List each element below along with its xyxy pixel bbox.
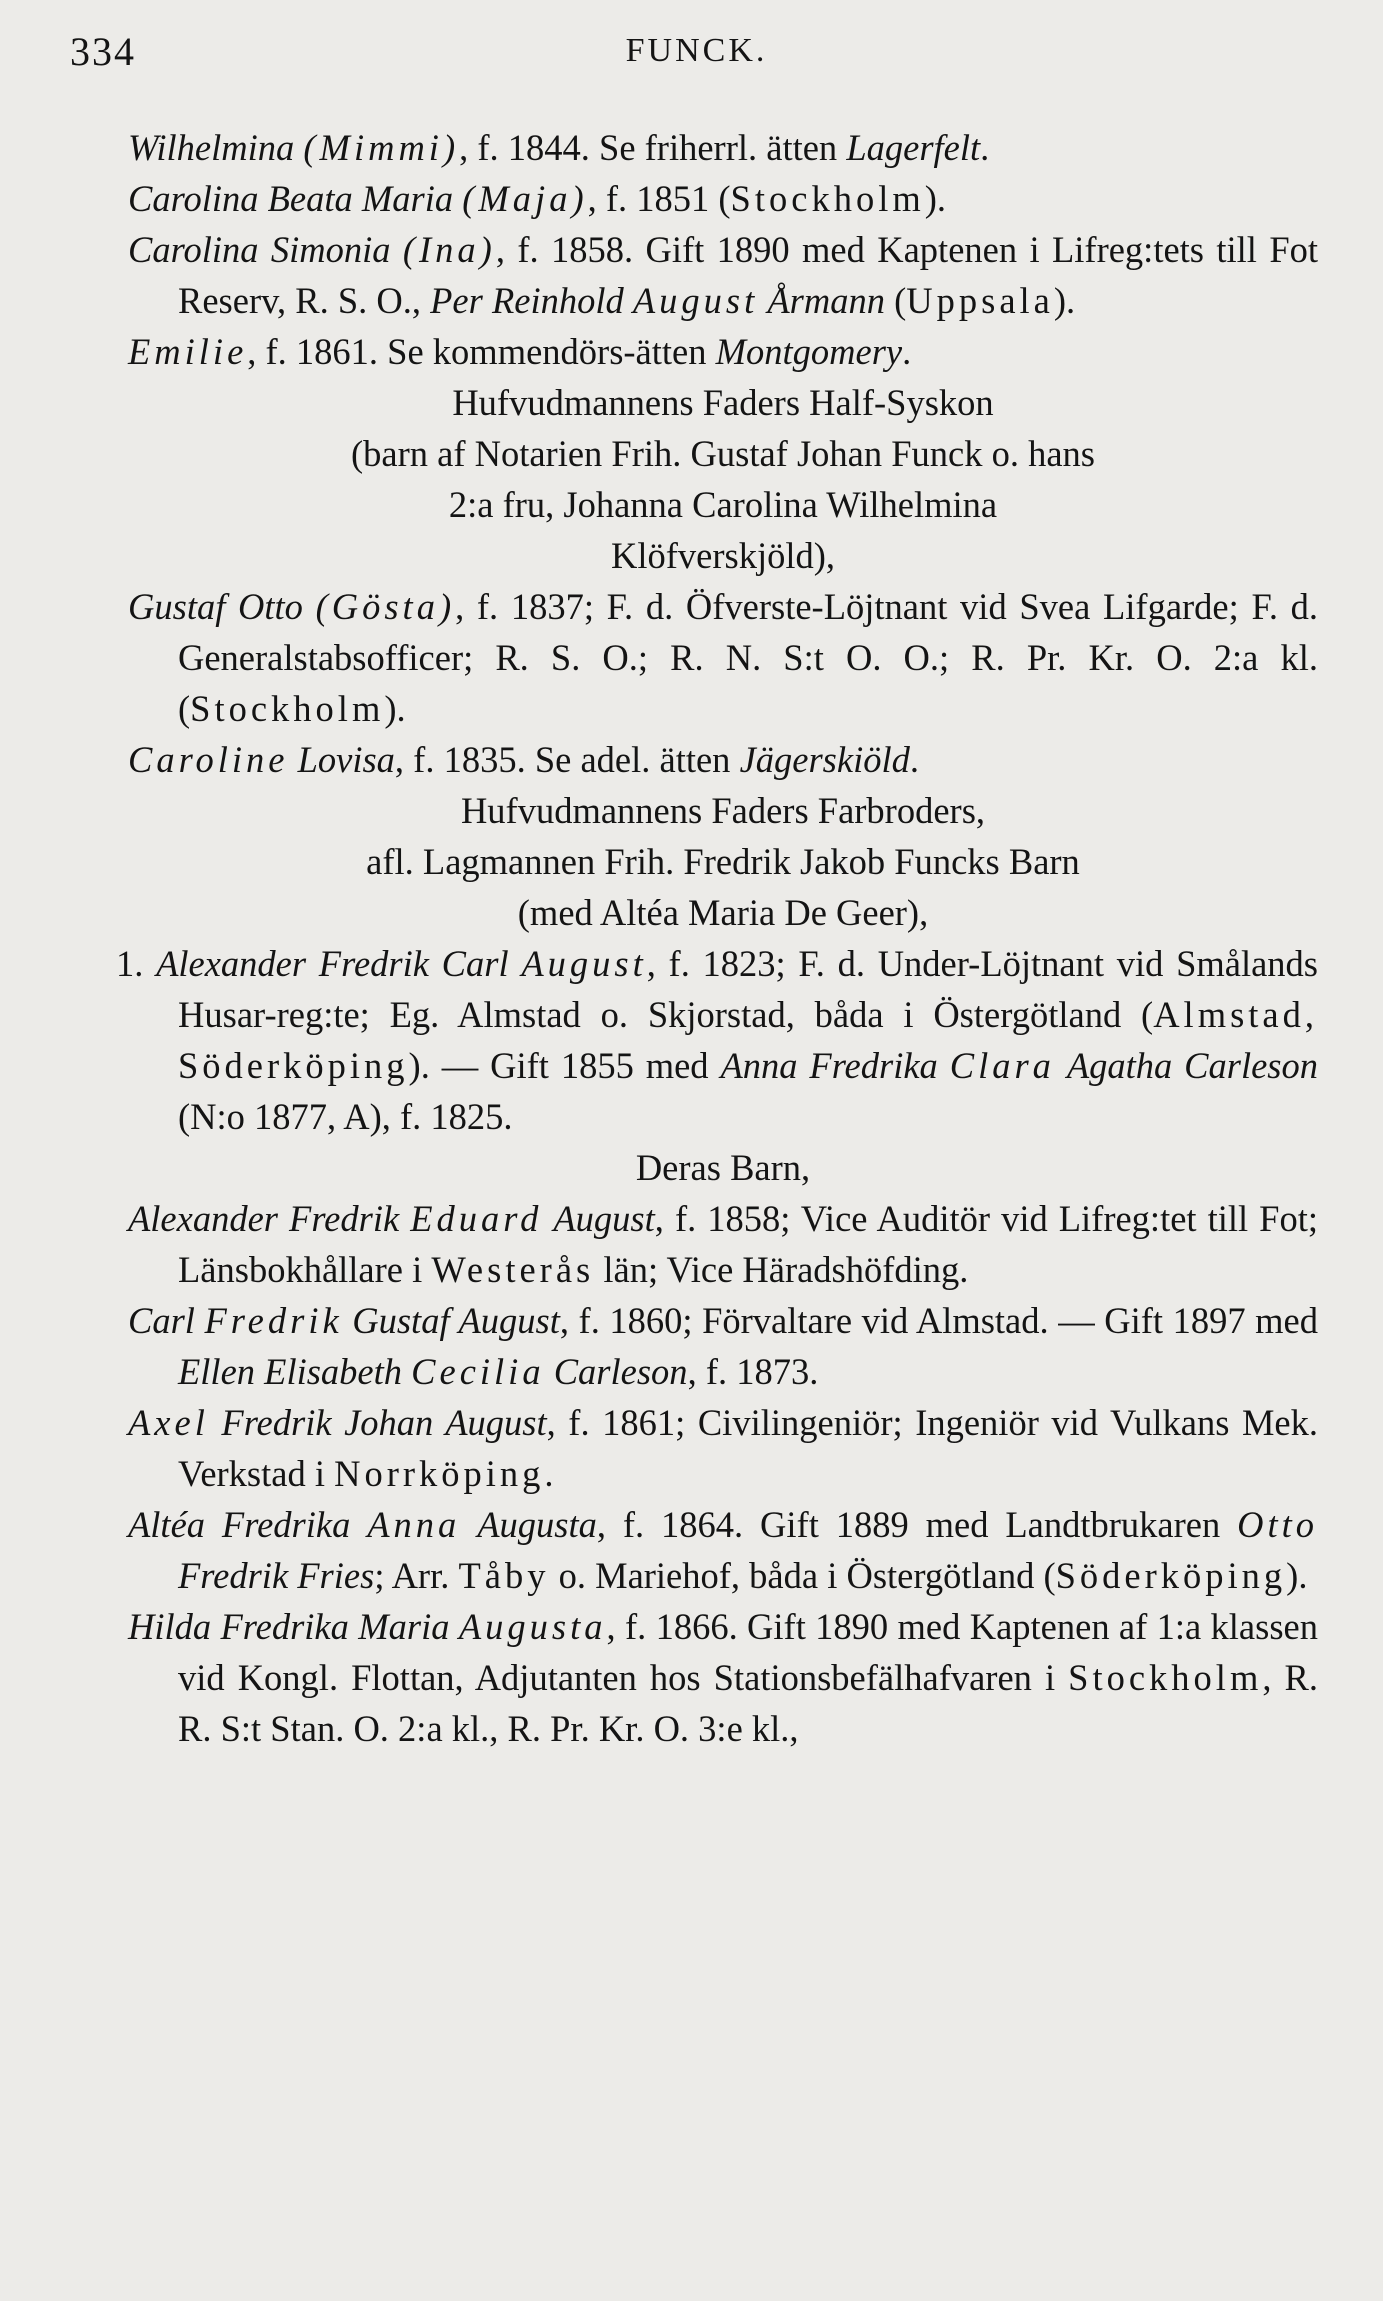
entry: Wilhelmina (Mimmi), f. 1844. Se friherrl. ätten Lagerfelt.: [128, 127, 990, 168]
page-number: 334: [70, 29, 136, 74]
child-entry: Carl Fredrik Gustaf August, f. 1860; Förvaltare vid Almstad. — Gift 1897 med Ellen Elisabeth Cecilia Carleson, f. 1873.: [128, 1300, 1319, 1392]
person-name: Årmann: [767, 280, 885, 321]
person-name: Hilda Fredrika Maria: [128, 1606, 450, 1647]
section-heading: [128, 377, 1318, 581]
spaced-text: Stockholm: [190, 688, 385, 729]
person-name: Anna Fredrika: [720, 1045, 938, 1086]
spaced-text: Augusta: [458, 1606, 607, 1647]
spaced-text: (Ina): [402, 229, 496, 270]
person-name: Wilhelmina: [128, 127, 295, 168]
person-name: Gustaf August: [352, 1300, 560, 1341]
heading-line: Hufvudmannens Faders Farbroders,: [460, 790, 986, 831]
person-name: Agatha Carleson: [1066, 1045, 1319, 1086]
spaced-text: Cecilia: [411, 1351, 545, 1392]
spaced-text: (Mimmi): [303, 127, 460, 168]
heading-line: (med Altéa Maria De Geer),: [517, 892, 929, 933]
person-name: Montgomery: [715, 331, 903, 372]
spaced-text: Anna: [367, 1504, 461, 1545]
entry: Carolina Simonia (Ina), f. 1858. Gift 1890 med Kaptenen i Lifreg:tets till Fot Reserv, R. S. O., Per Reinhold August Årmann (Uppsala).: [128, 229, 1319, 321]
entry: Emilie, f. 1861. Se kommendörs-ätten Montgomery.: [128, 331, 912, 372]
spaced-text: August: [521, 943, 647, 984]
section-heading: [128, 785, 1318, 938]
heading-line: Hufvudmannens Faders Half-Syskon: [452, 382, 994, 423]
spaced-text: Axel: [128, 1402, 209, 1443]
child-entry: Axel Fredrik Johan August, f. 1861; Civilingeniör; Ingeniör vid Vulkans Mek. Verkstad i Norrköping.: [128, 1402, 1319, 1494]
spaced-text: Almstad, Söderköping: [178, 994, 1318, 1086]
spaced-text: August: [632, 280, 759, 321]
person-name: Per Reinhold: [430, 280, 624, 321]
spaced-text: Tåby: [458, 1555, 550, 1596]
heading-line: afl. Lagmannen Frih. Fredrik Jakob Funcks Barn: [366, 841, 1080, 882]
heading-line: (barn af Notarien Frih. Gustaf Johan Funck o. hans: [350, 433, 1096, 474]
person-name: August: [553, 1198, 655, 1239]
person-name: Carolina Simonia: [128, 229, 391, 270]
person-name: Ellen Elisabeth: [178, 1351, 403, 1392]
child-entry: Altéa Fredrika Anna Augusta, f. 1864. Gift 1889 med Landtbrukaren Otto Fredrik Fries; Arr. Tåby o. Mariehof, båda i Östergötland (Söderköping).: [128, 1504, 1319, 1596]
spaced-text: Emilie: [128, 331, 248, 372]
spaced-text: Norrköping: [334, 1453, 545, 1494]
running-head: FUNCK.: [625, 32, 768, 69]
entry: Carolina Beata Maria (Maja), f. 1851 (Stockholm).: [128, 178, 947, 219]
spaced-text: Stockholm: [1068, 1657, 1263, 1698]
person-name: Lovisa: [297, 739, 395, 780]
heading-line: Klöfverskjöld),: [610, 535, 836, 576]
person-name: Augusta: [477, 1504, 597, 1545]
person-name: Altéa Fredrika: [128, 1504, 351, 1545]
spaced-text: Otto: [1237, 1504, 1319, 1545]
spaced-text: Eduard: [410, 1198, 543, 1239]
entry: Caroline Lovisa, f. 1835. Se adel. ätten Jägerskiöld.: [128, 739, 919, 780]
person-name: Carolina Beata Maria: [128, 178, 454, 219]
person-name: Alexander Fredrik Carl: [156, 943, 509, 984]
person-name: Gustaf Otto: [128, 586, 303, 627]
person-name: Carleson: [553, 1351, 688, 1392]
spaced-text: (Maja): [462, 178, 588, 219]
entry-number: 1.: [116, 943, 157, 984]
numbered-entry: [116, 938, 1319, 1142]
spaced-text: Stockholm: [730, 178, 925, 219]
children-heading: Deras Barn,: [635, 1147, 811, 1188]
person-name: Jägerskiöld: [739, 739, 910, 780]
person-name: Lagerfelt: [846, 127, 981, 168]
entry-text: Alexander Fredrik Carl August, f. 1823; F. d. Under-Löjtnant vid Smålands Husar-reg:te; Eg. Almstad o. Skjorstad, båda i Östergötland (Almstad, Söderköping). — Gift 1855 med Anna Fredrika Clara Agatha Carleson (N:o 1877, A), f. 1825.: [156, 943, 1319, 1137]
person-name: Fredrik Johan August: [221, 1402, 547, 1443]
heading-line: 2:a fru, Johanna Carolina Wilhelmina: [448, 484, 998, 525]
spaced-text: Westerås: [431, 1249, 595, 1290]
person-name: Fredrik Fries: [178, 1555, 375, 1596]
genealogy-text: [116, 122, 1319, 1754]
spaced-text: Clara: [949, 1045, 1055, 1086]
child-entry: Hilda Fredrika Maria Augusta, f. 1866. Gift 1890 med Kaptenen af 1:a klassen vid Kongl. Flottan, Adjutanten hos Stationsbefälhafvaren i Stockholm, R. R. S:t Stan. O. 2:a kl., R. Pr. Kr. O. 3:e kl.,: [128, 1606, 1318, 1749]
spaced-text: Fredrik: [204, 1300, 343, 1341]
person-name: Alexander Fredrik: [128, 1198, 400, 1239]
entry: Gustaf Otto (Gösta), f. 1837; F. d. Öfverste-Löjtnant vid Svea Lifgarde; F. d. Generalstabsofficer; R. S. O.; R. N. S:t O. O.; R. Pr. Kr. O. 2:a kl. (Stockholm).: [128, 586, 1318, 729]
spaced-text: (Gösta): [315, 586, 456, 627]
child-entry: Alexander Fredrik Eduard August, f. 1858; Vice Auditör vid Lifreg:tet till Fot; Länsbokhållare i Westerås län; Vice Häradshöfding.: [128, 1198, 1319, 1290]
person-name: Carl: [128, 1300, 195, 1341]
spaced-text: Uppsala: [906, 280, 1054, 321]
spaced-text: Söderköping: [1055, 1555, 1287, 1596]
page-header: [70, 28, 1323, 88]
spaced-text: Caroline: [128, 739, 289, 780]
